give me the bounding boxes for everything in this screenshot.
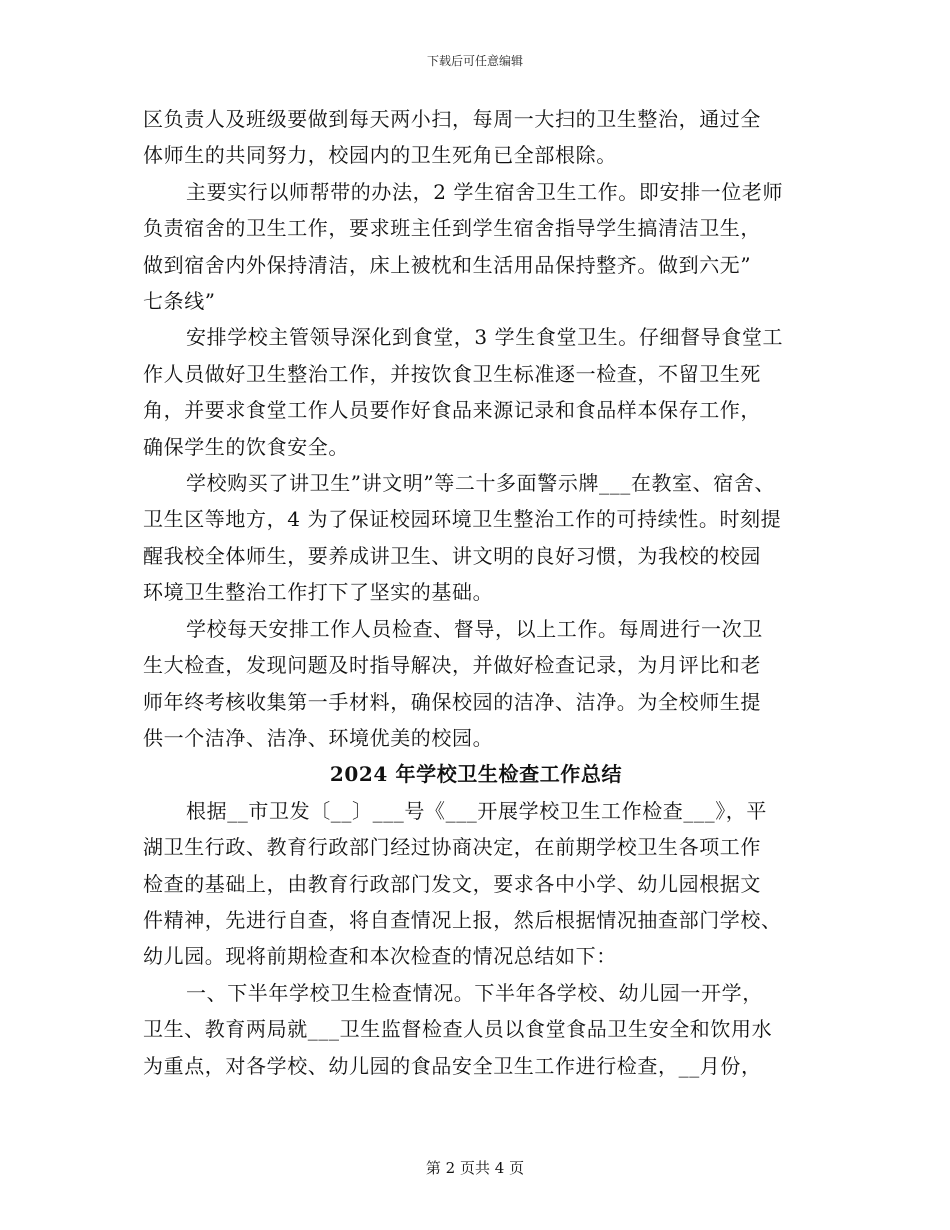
paragraph [143,465,809,611]
text-line: 学校购买了讲卫生”讲文明”等二十多面警示牌___在教室、宿舍、 [186,471,776,496]
text-line: 环境卫生整治工作打下了坚实的基础。 [143,580,494,605]
text-line: 学校每天安排工作人员检查、督导，以上工作。每周进行一次卫 [186,616,763,641]
paragraph [143,611,809,757]
text-line: 醒我校全体师生，要养成讲卫生、讲文明的良好习惯，为我校的校园 [143,543,761,568]
paragraph [143,101,809,174]
text-line: 体师生的共同努力，校园内的卫生死角已全部根除。 [143,143,617,168]
text-line: 确保学生的饮食安全。 [143,434,349,459]
section-title: 2024 年学校卫生检查工作总结 [329,762,623,787]
text-line: 主要实行以师帮带的办法，2 学生宿舍卫生工作。即安排一位老师 [186,179,784,204]
text-line: 负责宿舍的卫生工作，要求班主任到学生宿舍指导学生搞清洁卫生， [143,216,761,241]
text-line: 一、下半年学校卫生检查情况。下半年各学校、幼儿园一开学， [186,980,763,1005]
text-line: 为重点，对各学校、幼儿园的食品安全卫生工作进行检查，__月份， [143,1053,762,1078]
text-line: 幼儿园。现将前期检查和本次检查的情况总结如下： [143,944,617,969]
text-line: 做到宿舍内外保持清洁，床上被枕和生活用品保持整齐。做到六无” [143,252,752,277]
page-footer: 第 2 页共 4 页 [425,1159,525,1177]
text-line: 生大检查，发现问题及时指导解决，并做好检查记录，为月评比和老 [143,653,761,678]
text-line: 湖卫生行政、教育行政部门经过协商决定，在前期学校卫生各项工作 [143,835,761,860]
text-line: 件精神，先进行自查，将自查情况上报，然后根据情况抽查部门学校、 [143,907,782,932]
paragraph [143,975,809,1084]
page-header: 下载后可任意编辑 [426,54,523,68]
text-line: 区负责人及班级要做到每天两小扫，每周一大扫的卫生整治，通过全 [143,107,761,131]
text-line: 角，并要求食堂工作人员要作好食品来源记录和食品样本保存工作， [143,398,761,423]
paragraph [143,319,809,465]
text-line: 卫生、教育两局就___卫生监督检查人员以食堂食品卫生安全和饮用水 [143,1017,773,1042]
text-line: 供一个洁净、洁净、环境优美的校园。 [143,725,494,750]
text-line: 七条线” [143,289,216,314]
paragraph [143,174,809,320]
text-line: 作人员做好卫生整治工作，并按饮食卫生标准逐一检查，不留卫生死 [143,361,761,386]
text-line: 师年终考核收集第一手材料，确保校园的洁净、洁净。为全校师生提 [143,689,761,714]
text-line: 检查的基础上，由教育行政部门发文，要求各中小学、幼儿园根据文 [143,871,761,896]
text-line: 根据__市卫发〔__〕___号《___开展学校卫生工作检查___》，平 [186,798,767,823]
text-line: 安排学校主管领导深化到食堂，3 学生食堂卫生。仔细督导食堂工 [186,325,784,350]
text-line: 卫生区等地方，4 为了保证校园环境卫生整治工作的可持续性。时刻提 [143,507,782,532]
paragraph [143,793,809,975]
document-body [143,101,809,1084]
